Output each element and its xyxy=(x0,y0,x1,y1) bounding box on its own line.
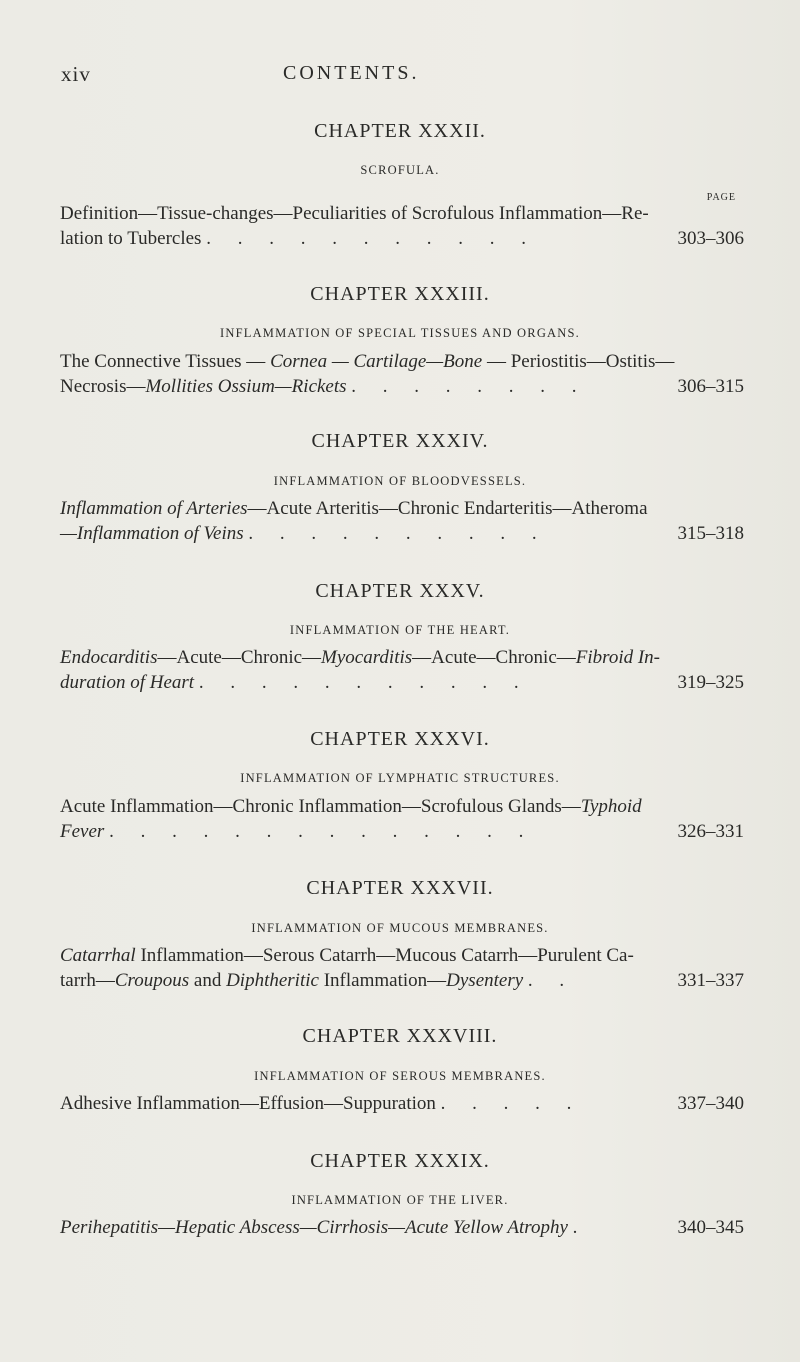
page-range: 319–325 xyxy=(677,672,744,693)
entry-text: The Connective Tissues — xyxy=(60,351,271,372)
page-range: 315–318 xyxy=(677,523,744,544)
page-range: 326–331 xyxy=(677,821,744,842)
chapter-title: CHAPTER XXXVIII. xyxy=(302,1025,498,1047)
leader-dots: . . . . . . . . . . xyxy=(248,523,548,544)
toc-entry-line xyxy=(60,820,744,844)
entry-text-italic: Cornea — Cartilage—Bone xyxy=(270,351,483,372)
entry-text-italic: Mollities Ossium—Rickets xyxy=(145,376,347,397)
leader-dots: . xyxy=(572,1217,589,1238)
toc-entry-line xyxy=(60,969,744,993)
entry-text-italic: Croupous xyxy=(114,970,190,991)
entry-text: Inflammation—Serous Catarrh—Mucous Catarrh—Purulent Ca- xyxy=(135,945,634,966)
toc-entry-line xyxy=(60,1216,744,1240)
entry-text: Necrosis— xyxy=(60,376,146,397)
entry-text: Adhesive Inflammation—Effusion—Suppuration xyxy=(60,1093,436,1114)
entry-text-italic: Perihepatitis—Hepatic Abscess—Cirrhosis—Acute Yellow Atrophy xyxy=(60,1217,568,1238)
chapter-subtitle: INFLAMMATION OF THE HEART. xyxy=(289,623,511,637)
leader-dots: . . . . . . . . xyxy=(351,376,588,397)
chapter-title: CHAPTER XXXII. xyxy=(314,120,486,142)
page-column-label: PAGE xyxy=(706,192,736,203)
entry-text: Definition—Tissue-changes—Peculiarities of Scrofulous Inflammation—Re- xyxy=(60,203,649,224)
chapter-title: CHAPTER XXXV. xyxy=(315,580,485,602)
page-range: 306–315 xyxy=(677,376,744,397)
entry-text-italic: Endocarditis xyxy=(60,647,158,668)
leader-dots: . . xyxy=(527,970,576,991)
toc-entry-line xyxy=(60,350,744,374)
toc-entry-line xyxy=(60,671,744,695)
page-range: 340–345 xyxy=(677,1217,744,1238)
entry-text: Acute Inflammation—Chronic Inflammation—Scrofulous Glands— xyxy=(60,796,581,817)
entry-text: — Periostitis—Ostitis— xyxy=(482,351,675,372)
page-range: 303–306 xyxy=(677,228,744,249)
toc-entry-line xyxy=(60,944,744,968)
toc-entry-line xyxy=(60,646,744,670)
page-number: xiv xyxy=(61,62,91,86)
entry-text-italic: Diphtheritic xyxy=(226,970,319,991)
entry-text-italic: Catarrhal xyxy=(60,945,136,966)
page-range: 331–337 xyxy=(677,970,744,991)
entry-text: lation to Tubercles xyxy=(60,228,202,249)
entry-text: —Acute Arteritis—Chronic Endarteritis—Atheroma xyxy=(247,498,648,519)
entry-text: —Acute—Chronic— xyxy=(412,647,576,668)
entry-text-italic: Typhoid xyxy=(580,796,642,817)
entry-text: tarrh— xyxy=(60,970,115,991)
chapter-title: CHAPTER XXXIV. xyxy=(311,430,489,452)
toc-entry-line xyxy=(60,795,744,819)
chapter-subtitle: SCROFULA. xyxy=(360,163,440,177)
page-range: 337–340 xyxy=(677,1093,744,1114)
toc-entry-line xyxy=(60,227,744,251)
entry-text-italic: duration of Heart xyxy=(60,672,195,693)
chapter-subtitle: INFLAMMATION OF BLOODVESSELS. xyxy=(273,474,527,488)
entry-text-italic: Inflammation of Arteries xyxy=(60,498,248,519)
entry-text: Inflammation— xyxy=(318,970,447,991)
chapter-subtitle: INFLAMMATION OF THE LIVER. xyxy=(291,1193,509,1207)
toc-entry-line xyxy=(60,522,744,546)
toc-entry-line xyxy=(60,375,744,399)
entry-text-italic: Dysentery xyxy=(446,970,524,991)
chapter-subtitle: INFLAMMATION OF LYMPHATIC STRUCTURES. xyxy=(240,771,560,785)
chapter-subtitle: INFLAMMATION OF SEROUS MEMBRANES. xyxy=(254,1069,546,1083)
entry-text-italic: Fever xyxy=(60,821,105,842)
leader-dots: . . . . . . . . . . . xyxy=(198,672,530,693)
chapter-title: CHAPTER XXXVII. xyxy=(306,877,494,899)
toc-entry-line xyxy=(60,497,744,521)
leader-dots: . . . . . xyxy=(440,1093,583,1114)
toc-entry-line xyxy=(60,202,744,226)
entry-text-italic: Fibroid In- xyxy=(575,647,661,668)
leader-dots: . . . . . . . . . . . . . . xyxy=(109,821,535,842)
toc-entry-line xyxy=(60,1092,744,1116)
entry-text-italic: Myocarditis xyxy=(321,647,413,668)
chapter-title: CHAPTER XXXVI. xyxy=(310,728,490,750)
entry-text-italic: —Inflammation of Veins xyxy=(60,523,244,544)
chapter-subtitle: INFLAMMATION OF MUCOUS MEMBRANES. xyxy=(251,921,549,935)
chapter-title: CHAPTER XXXIX. xyxy=(310,1150,490,1172)
entry-text: —Acute—Chronic— xyxy=(157,647,322,668)
running-title: CONTENTS. xyxy=(283,62,420,84)
chapter-title: CHAPTER XXXIII. xyxy=(310,283,490,305)
leader-dots: . . . . . . . . . . . xyxy=(206,228,537,249)
chapter-subtitle: INFLAMMATION OF SPECIAL TISSUES AND ORGANS. xyxy=(220,326,580,340)
entry-text: and xyxy=(189,970,227,991)
